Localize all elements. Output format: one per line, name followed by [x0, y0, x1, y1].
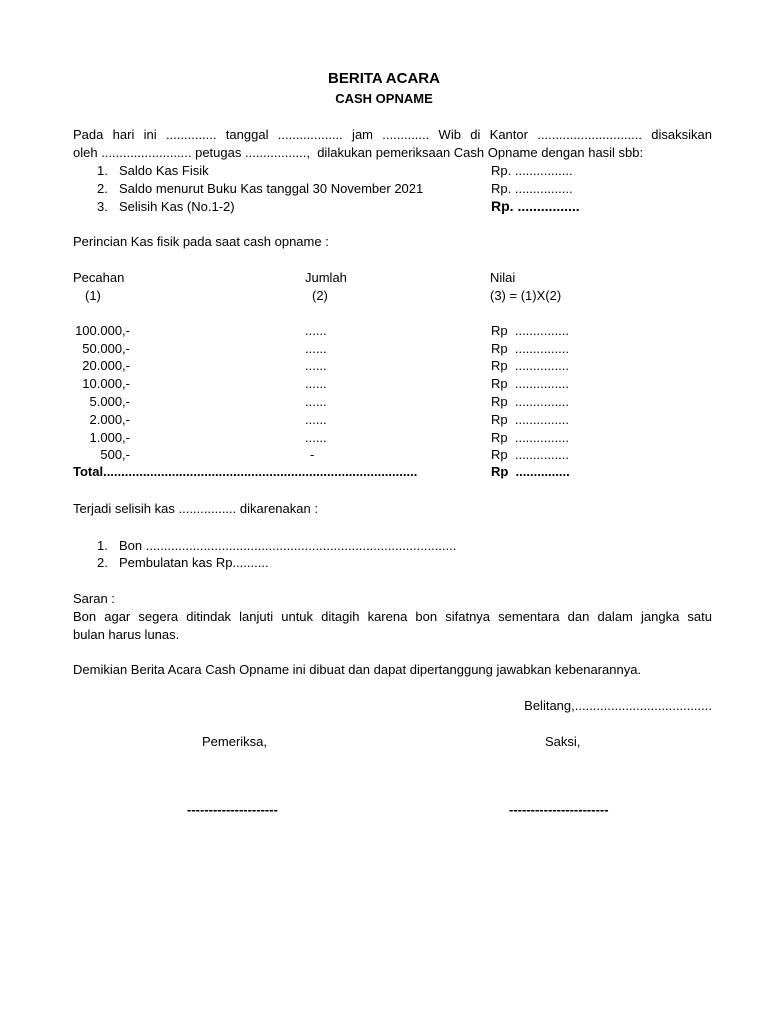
intro-line-2: oleh ......................... petugas ................., dilakukan pemeriksaan Cash Opname dengan hasil sbb: — [73, 145, 644, 160]
summary-item-value: Rp. ................ — [491, 198, 580, 214]
row-value: Rp ............... — [491, 430, 570, 445]
difference-item-number: 2. — [97, 555, 108, 570]
row-denomination: 20.000,- — [82, 358, 130, 373]
row-quantity: ...... — [305, 376, 327, 391]
column-subheader-quantity: (2) — [312, 288, 328, 303]
examiner-signature-line: --------------------- — [187, 802, 278, 817]
intro-line-1: Pada hari ini .............. tanggal .................. jam ............. Wib di Kantor ............................. disaksikan — [73, 127, 712, 142]
row-denomination: 5.000,- — [89, 394, 130, 409]
column-subheader-denomination: (1) — [85, 288, 101, 303]
place-date: Belitang,...................................... — [524, 698, 712, 713]
row-denomination: 10.000,- — [82, 376, 130, 391]
row-denomination: 50.000,- — [82, 341, 130, 356]
column-header-denomination: Pecahan — [73, 270, 125, 285]
row-value: Rp ............... — [491, 358, 570, 373]
document-title: BERITA ACARA — [328, 70, 440, 87]
witness-label: Saksi, — [545, 734, 581, 749]
difference-item-number: 1. — [97, 538, 108, 553]
witness-signature-line: ----------------------- — [509, 802, 609, 817]
summary-item-number: 1. — [97, 163, 108, 178]
detail-heading: Perincian Kas fisik pada saat cash opname : — [73, 234, 329, 249]
summary-item-label: Selisih Kas (No.1-2) — [119, 199, 235, 214]
total-label: Total....................................................................................... — [73, 464, 418, 479]
row-denomination: 100.000,- — [75, 323, 130, 338]
summary-item-label: Saldo Kas Fisik — [119, 163, 209, 178]
row-quantity: ...... — [305, 323, 327, 338]
difference-item-text: Pembulatan kas Rp.......... — [119, 555, 269, 570]
difference-item-text: Bon ...................................................................................... — [119, 538, 457, 553]
row-quantity: ...... — [305, 412, 327, 427]
summary-item-number: 2. — [97, 181, 108, 196]
row-denomination: 2.000,- — [89, 412, 130, 427]
closing-statement: Demikian Berita Acara Cash Opname ini dibuat dan dapat dipertanggung jawabkan kebenarannya. — [73, 662, 642, 677]
row-value: Rp ............... — [491, 376, 570, 391]
row-value: Rp ............... — [491, 341, 570, 356]
row-value: Rp ............... — [491, 323, 570, 338]
row-quantity: - — [310, 447, 315, 462]
row-value: Rp ............... — [491, 412, 570, 427]
examiner-label: Pemeriksa, — [202, 734, 268, 749]
row-denomination: 500,- — [100, 447, 130, 462]
row-value: Rp ............... — [491, 394, 570, 409]
difference-text: Terjadi selisih kas ................ dikarenakan : — [73, 501, 318, 516]
summary-item-value: Rp. ................ — [491, 181, 573, 196]
row-denomination: 1.000,- — [89, 430, 130, 445]
row-quantity: ...... — [305, 358, 327, 373]
row-quantity: ...... — [305, 341, 327, 356]
total-value: Rp ............... — [491, 464, 570, 479]
column-header-quantity: Jumlah — [305, 270, 347, 285]
column-subheader-value: (3) = (1)X(2) — [490, 288, 562, 303]
advice-label: Saran : — [73, 591, 115, 606]
summary-item-label: Saldo menurut Buku Kas tanggal 30 November 2021 — [119, 181, 424, 196]
row-value: Rp ............... — [491, 447, 570, 462]
advice-line-1: Bon agar segera ditindak lanjuti untuk ditagih karena bon sifatnya sementara dan dalam jangka satu — [73, 609, 712, 624]
document-subtitle: CASH OPNAME — [335, 91, 433, 106]
summary-item-value: Rp. ................ — [491, 163, 573, 178]
column-header-value: Nilai — [490, 270, 516, 285]
row-quantity: ...... — [305, 394, 327, 409]
advice-line-2: bulan harus lunas. — [73, 627, 180, 642]
row-quantity: ...... — [305, 430, 327, 445]
summary-item-number: 3. — [97, 199, 108, 214]
